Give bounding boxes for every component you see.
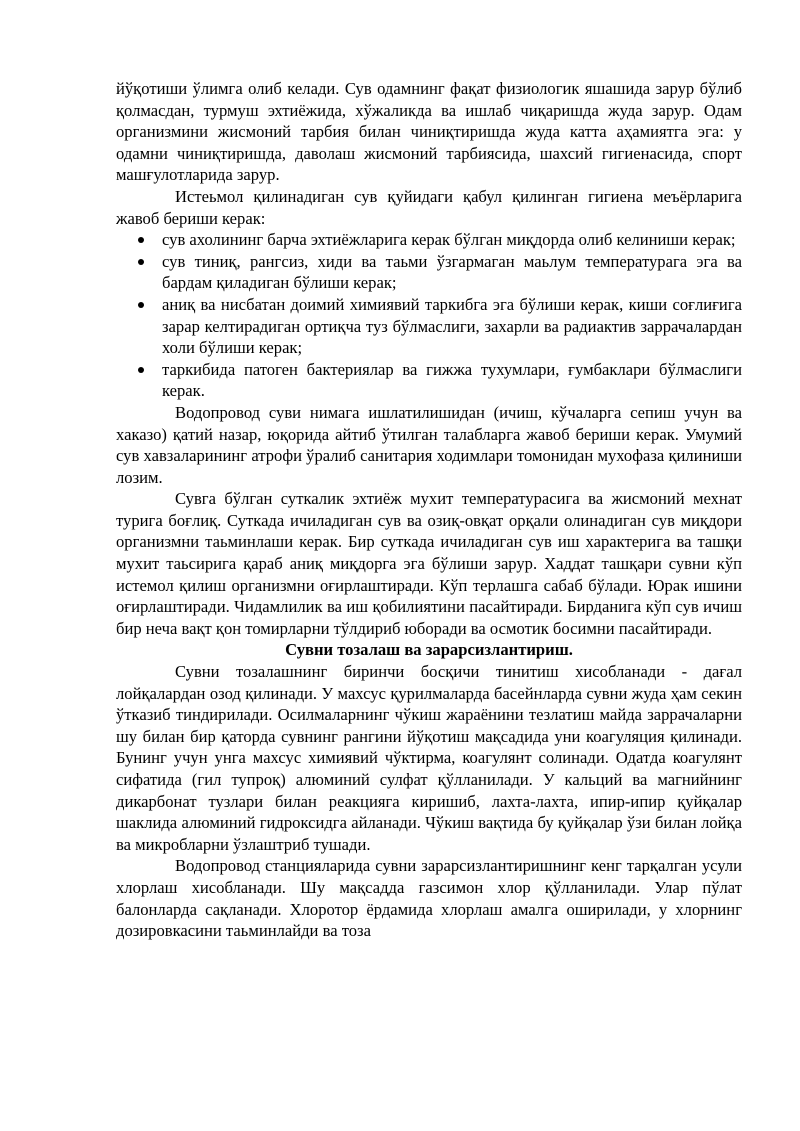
- paragraph-water-importance: йўқотиши ўлимга олиб келади. Сув одамнинг фақат физиологик яшашида зарур бўлиб қолмасдан, турмуш эхтиёжида, хўжаликда ва ишлаб чиқаришда жуда зарур. Одам организмини жисмоний тарбия билан чиниқтиришда жуда катта аҳамиятга эга: у одамни чиниқтиришда, даволаш жисмоний тарбиясида, шахсий гигиенасида, спорт машғулотларида зарур.: [116, 79, 742, 185]
- list-item: [116, 229, 742, 251]
- hygiene-requirements-list: [116, 229, 742, 402]
- bullet-icon: [138, 259, 144, 265]
- list-item: [116, 294, 742, 359]
- bullet-icon: [138, 237, 144, 243]
- paragraph-water-supply: Водопровод суви нимага ишлатилишидан (ичиш, кўчаларга сепиш учун ва хаказо) қатий назар, юқорида айтиб ўтилган талабларга жавоб бериши керак. Умумий сув хавзаларининг атрофи ўралиб санитария ходимлари томонидан мухофаза қилиниши лозим.: [116, 402, 742, 487]
- bullet-icon: [138, 302, 144, 308]
- list-item: [116, 251, 742, 294]
- list-item-text: сув ахолининг барча эхтиёжларига керак бўлган миқдорда олиб келиниши керак;: [162, 230, 736, 250]
- list-item: [116, 359, 742, 402]
- paragraph-purification: Сувни тозалашнинг биринчи босқичи тинитиш хисобланади - дағал лойқалардан озод қилинади. У махсус қурилмаларда басейнларда сувни жуда ҳам секин ўтказиб тиндирилади. Осилмаларнинг чўкиш жараёнини тезлатиш майда заррачаларни шу билан бир қаторда сувнинг рангини йўқотиш мақсадида уни коагуляция қилинади. Бунинг учун унга махсус химиявий чўктирма, коагулянт солинади. Одатда коагулянт сифатида (гил тупроқ) алюминий сулфат қўлланилади. У кальций ва магнийнинг дикарбонат тузлари билан реакцияга киришиб, лахта-лахта, ипир-ипир қуйқалар шаклида алюминий гидроксидга айланади. Чўкиш вақтида бу қуйқалар ўзи билан лойқа ва микробларни ўзлаштриб тушади.: [116, 662, 742, 854]
- list-item-text: таркибида патоген бактериялар ва гижжа тухумлари, ғумбаклари бўлмаслиги керак.: [162, 359, 742, 401]
- bullet-icon: [138, 367, 144, 373]
- paragraph-daily-need: Сувга бўлган суткалик эхтиёж мухит температурасига ва жисмоний мехнат турига боғлиқ. Суткада ичиладиган сув ва озиқ-овқат орқали олинадиган сув миқдори организмни таьминлаши керак. Бир суткада ичиладиган сув иш характерига ва ташқи мухит таьсирига қараб аниқ миқдорга эга бўлиши зарур. Хаддат ташқари сувни кўп истемол қилиш организмни оғирлаштиради. Кўп терлашга сабаб бўлади. Юрак ишини оғирлаштиради. Чидамлилик ва иш қобилиятини пасайтиради. Бирданига кўп сув ичиш бир неча вақт қон томирларни тўлдириб юборади ва осмотик босимни пасайтиради.: [116, 489, 742, 638]
- document-page: [116, 78, 742, 942]
- list-item-text: сув тиниқ, рангсиз, хиди ва таьми ўзгармаган маьлум температурага эга ва бардам қиладиган бўлиши керак;: [162, 251, 742, 293]
- paragraph-hygiene-norms-intro: Истеьмол қилинадиган сув қуйидаги қабул қилинган гигиена меъёрларига жавоб бериши керак:: [116, 186, 742, 228]
- list-item-text: аниқ ва нисбатан доимий химиявий таркибга эга бўлиши керак, киши соғлиғига зарар келтирадиган ортиқча туз бўлмаслиги, захарли ва радиактив заррачалардан холи бўлиши керак;: [162, 294, 742, 358]
- section-heading: Сувни тозалаш ва зарарсизлантириш.: [285, 640, 573, 660]
- paragraph-chlorination: Водопровод станцияларида сувни зарарсизлантиришнинг кенг тарқалган усули хлорлаш хисобланади. Шу мақсадда газсимон хлор қўлланилади. Улар пўлат балонларда сақланади. Хлоротор ёрдамида хлорлаш амалга оширилади, у хлорнинг дозировкасини таьминлайди ва тоза: [116, 856, 742, 941]
